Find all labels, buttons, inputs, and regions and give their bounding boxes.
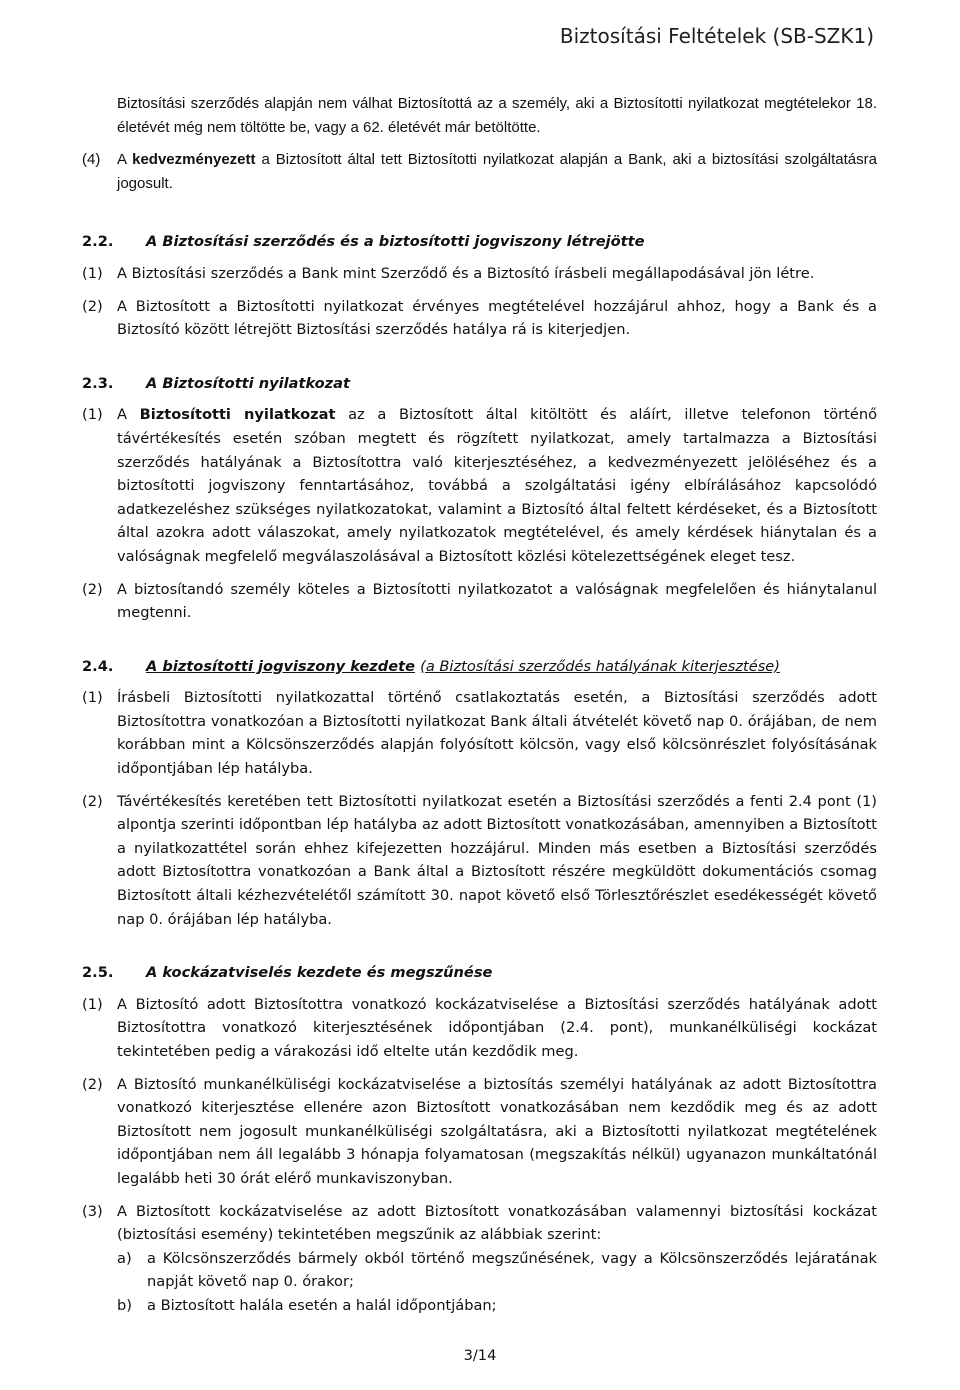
section-2-4-paragraph-1: [82, 686, 877, 780]
paragraph-number: (1): [82, 689, 103, 707]
paragraph-text: A Biztosított kockázatviselése az adott Biztosított vonatkozásában valamennyi biztosítási kockázat (biztosítási esemény) tekintetében megszűnik az alábbiak szerint: a) a Kölcsönszerződés bármely okból történő megszűnésének, vagy a Kölcsönszerződés lejáratának napját követő nap 0. órakor; b) a Biztosított halála esetén a halál időpontjában;: [117, 1200, 877, 1318]
document-header-title: Biztosítási Feltételek (SB-SZK1): [559, 24, 874, 48]
section-2-5-paragraph-3: [82, 1200, 877, 1318]
section-number: 2.4.: [82, 657, 114, 675]
intro-block: [82, 92, 877, 195]
paragraph-continuation: Biztosítási szerződés alapján nem válhat Biztosítottá az a személy, aki a Biztosítotti nyilatkozat megtételekor 18. életévét még nem töltötte be, vagy a 62. életévét már betöltötte.: [117, 95, 877, 136]
sub-list: [117, 1247, 877, 1318]
section-number: 2.5.: [82, 964, 114, 982]
list-item-label: b): [117, 1296, 132, 1314]
paragraph-text: A Biztosító munkanélküliségi kockázatviselése a biztosítás személyi hatályának az adott Biztosítottra vonatkozó kiterjesztése ellenére azon Biztosított vonatkozásában nem kezdődik meg és az adott Biztosított nem jogosult munkanélküliségi szolgáltatásra, aki a Biztosítotti nyilatkozat megtételének időpontjában nem áll legalább 3 hónapja folyamatosan (megszakítás nélkül) ugyanazon munkáltatónál legalább heti 30 órát elérő munkaviszonyban.: [117, 1075, 877, 1187]
paragraph-text: Távértékesítés keretében tett Biztosítotti nyilatkozat esetén a Biztosítási szerződés a fenti 2.4 pont (1) alpontja szerinti időpontban lép hatályba az adott Biztosított vonatkozásában, amennyiben a Biztosított a nyilatkozattétel során ehhez kifejezetten hozzájárul. Minden más esetben a Biztosítási szerződés adott Biztosítottra vonatkozóan a Bank által a Biztosított részére megküldött dokumentációs csomag Biztosított általi kézhezvételétől számított 30. napot követő első Törlesztőrészlet esedékességét követő nap 0. órájában lép hatályba.: [117, 792, 877, 928]
paragraph-number: (4): [82, 151, 101, 169]
paragraph-text: A Biztosítotti nyilatkozat az a Biztosított által kitöltött és aláírt, illetve telefonon történő távértékesítés esetén szóban megtett és rögzített nyilatkozat, amely tartalmazza a Biztosítási szerződés hatályának a Biztosítottra való kiterjesztéséhez, a kedvezményezett jelöléséhez és a biztosítotti jogviszony fenntartásához, továbbá a szolgáltatási igény elbírálásához kapcsolódó adatkezeléshez szükséges nyilatkozatokat, valamint a Biztosító által feltett kérdéseket, és a Biztosított által azokra adott válaszokat, amely nyilatkozatok megtételével, és amely kérdések hiánytalan és a valóságnak megfelelő megválaszolásával a Biztosított közlési kötelezettségének eleget tesz.: [117, 406, 878, 565]
paragraph-number: (2): [82, 792, 103, 810]
list-item: [117, 1294, 877, 1318]
section-title-main: A biztosítotti jogviszony kezdete: [146, 657, 416, 675]
section-title: A kockázatviselés kezdete és megszűnése: [146, 964, 493, 982]
section-number: 2.2.: [82, 233, 114, 251]
list-item-label: a): [117, 1249, 132, 1267]
section-2-3-paragraph-2: [82, 578, 877, 625]
paragraph-text: A Biztosított a Biztosítotti nyilatkozat érvényes megtételével hozzájárul ahhoz, hogy a Bank és a Biztosító között létrejött Biztosítási szerződés hatálya rá is kiterjedjen.: [117, 297, 877, 339]
section-title: A Biztosítotti nyilatkozat: [146, 374, 350, 392]
section-2-2-paragraph-1: [82, 262, 877, 286]
paragraph-number: (2): [82, 297, 103, 315]
list-item-text: a Biztosított halála esetén a halál időpontjában;: [147, 1296, 497, 1314]
paragraph-number: (2): [82, 580, 103, 598]
section-2-4-paragraph-2: [82, 790, 877, 932]
section-number: 2.3.: [82, 374, 114, 392]
paragraph-number: (1): [82, 406, 103, 424]
term-kedvezmenyezett: kedvezményezett: [132, 151, 256, 169]
section-2-3-paragraph-1: [82, 403, 877, 568]
section-title-sub: (a Biztosítási szerződés hatályának kiterjesztése): [420, 657, 780, 675]
paragraph-number: (3): [82, 1202, 103, 1220]
list-item: [117, 1247, 877, 1294]
term-biztositotti-nyilatkozat: Biztosítotti nyilatkozat: [139, 406, 336, 424]
paragraph-4: [82, 148, 877, 195]
section-heading-2-5: [82, 961, 877, 985]
section-title: [146, 655, 780, 679]
paragraph-text: A biztosítandó személy köteles a Biztosítotti nyilatkozatot a valóságnak megfelelően és hiánytalanul megtenni.: [117, 580, 877, 622]
section-2-5-paragraph-2: [82, 1073, 877, 1191]
paragraph-number: (1): [82, 264, 103, 282]
paragraph-number: (2): [82, 1075, 103, 1093]
section-heading-2-3: [82, 372, 877, 396]
document-body: [82, 92, 877, 1318]
paragraph-text: A Biztosító adott Biztosítottra vonatkozó kockázatviselése a Biztosítási szerződés hatályának adott Biztosítottra vonatkozó kiterjesztésének időpontjában (2.4. pont), munkanélküliségi kockázat tekintetében pedig a várakozási idő eltelte után kezdődik meg.: [117, 995, 877, 1060]
paragraph-number: (1): [82, 995, 103, 1013]
paragraph-text: Írásbeli Biztosítotti nyilatkozattal történő csatlakoztatás esetén, a Biztosítási szerződés adott Biztosítottra vonatkozóan a Biztosítotti nyilatkozat Bank általi átvételét követő nap 0. órájában, de nem korábban mint a Kölcsönszerződés alapján folyósított kölcsön, vagy első kölcsönrészlet folyósításának időpontjában lép hatályba.: [117, 689, 877, 778]
section-title: A Biztosítási szerződés és a biztosítotti jogviszony létrejötte: [146, 233, 645, 251]
section-heading-2-4: [82, 655, 877, 679]
list-item-text: a Kölcsönszerződés bármely okból történő megszűnésének, vagy a Kölcsönszerződés lejáratának napját követő nap 0. órakor;: [147, 1249, 877, 1291]
section-2-5-paragraph-1: [82, 993, 877, 1064]
section-heading-2-2: [82, 230, 877, 254]
paragraph-text: A kedvezményezett a Biztosított által tett Biztosítotti nyilatkozat alapján a Bank, aki a biztosítási szolgáltatásra jogosult.: [117, 151, 877, 192]
page-number: 3/14: [463, 1347, 497, 1364]
section-2-2-paragraph-2: [82, 295, 877, 342]
paragraph-text: A Biztosítási szerződés a Bank mint Szerződő és a Biztosító írásbeli megállapodásával jön létre.: [117, 264, 815, 282]
